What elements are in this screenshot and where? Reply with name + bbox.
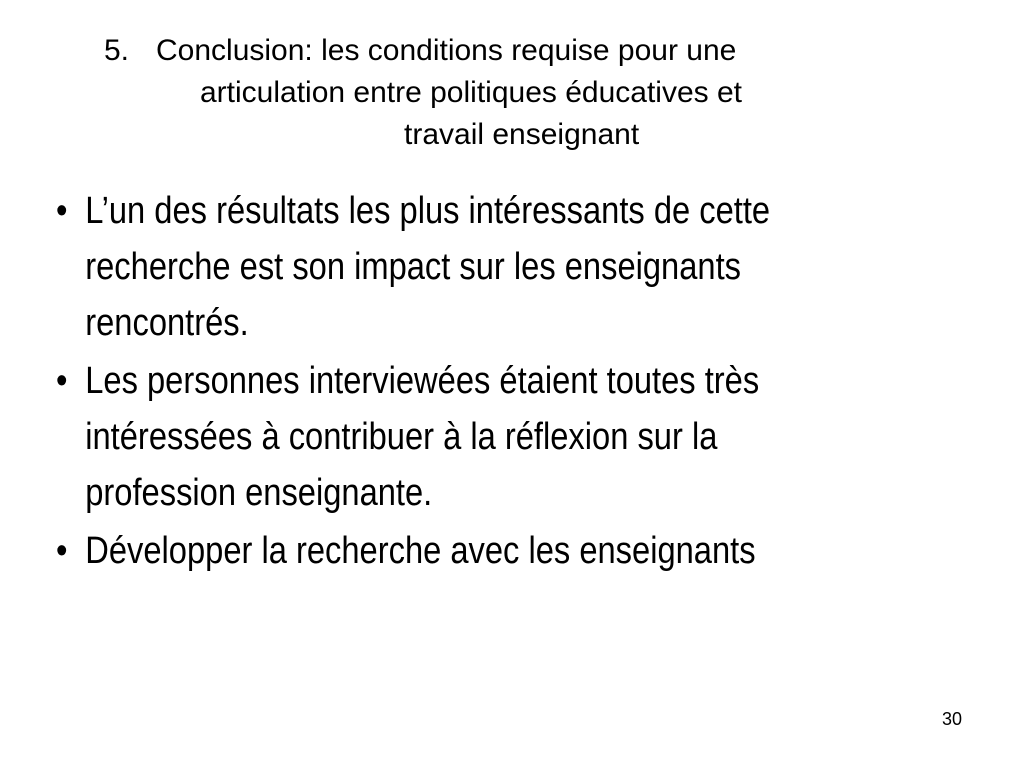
bullet-mark: •	[56, 190, 68, 232]
bullet-item	[56, 523, 954, 579]
title-number: 5.	[104, 34, 130, 67]
bullet-line: recherche est son impact sur les enseignants	[85, 246, 742, 288]
title-line-3: travail enseignant	[404, 118, 640, 151]
bullet-line: intéressées à contribuer à la réflexion sur la	[85, 416, 718, 458]
title-line-2: articulation entre politiques éducatives et	[200, 76, 742, 109]
bullet-mark: •	[56, 530, 68, 572]
title-line-1-text: Conclusion: les conditions requise pour une	[156, 34, 737, 67]
bullet-line: Les personnes interviewées étaient toutes très	[85, 360, 760, 402]
slide-title	[104, 30, 934, 156]
bullet-mark: •	[56, 360, 68, 402]
bullet-line: rencontrés.	[85, 302, 249, 344]
bullet-line: L’un des résultats les plus intéressants de cette	[85, 190, 771, 232]
bullet-list	[56, 183, 936, 581]
title-line-1	[104, 30, 934, 72]
bullet-item	[56, 183, 954, 351]
bullet-line: profession enseignante.	[85, 472, 433, 514]
page-number: 30	[941, 709, 962, 729]
bullet-line: Développer la recherche avec les enseignants	[85, 530, 756, 572]
bullet-item	[56, 353, 954, 521]
